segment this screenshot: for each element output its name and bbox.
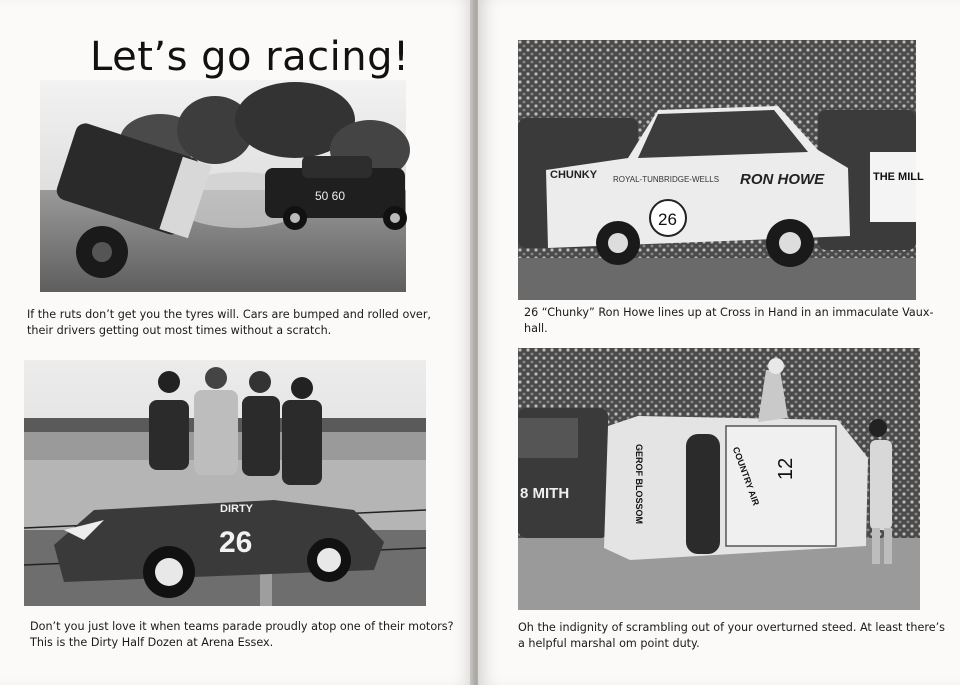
driver-name-text: RON HOWE <box>740 171 825 188</box>
photo-team-parade <box>24 360 426 606</box>
photo-overturned-car <box>518 348 920 610</box>
car-name-dirty: DIRTY <box>220 503 253 515</box>
right-page <box>478 0 960 685</box>
car-number-26-vauxhall: 26 <box>658 210 677 229</box>
car-number-text: 50 60 <box>315 189 346 203</box>
caption-photo1 <box>27 307 457 339</box>
side-car-text: 8 MITH <box>520 485 570 502</box>
caption-photo3 <box>524 305 954 337</box>
photo-overturned-car-image <box>518 348 920 610</box>
caption-photo4 <box>518 620 958 652</box>
caption-photo2 <box>30 619 460 651</box>
caption-photo4-line2: a helpful marshal om point duty. <box>518 637 700 650</box>
sign-the-mill: THE MILL <box>873 171 924 183</box>
car-number-26: 26 <box>219 526 253 559</box>
photo-team-parade-image <box>24 360 426 606</box>
caption-photo4-line1: Oh the indignity of scrambling out of your overturned steed. At least there’s <box>518 621 945 634</box>
photo-rolled-car-image <box>40 80 406 292</box>
caption-photo2-line1: Don’t you just love it when teams parade proudly atop one of their motors? <box>30 620 454 633</box>
caption-photo1-line1: If the ruts don’t get you the tyres will. Cars are bumped and rolled over, <box>27 308 431 321</box>
caption-photo3-line2: hall. <box>524 322 548 335</box>
sponsor-gerof-blossom: GEROF BLOSSOM <box>634 444 644 525</box>
photo-ron-howe-car-image <box>518 40 924 300</box>
left-page <box>0 0 474 685</box>
nickname-chunky: CHUNKY <box>550 169 598 181</box>
caption-photo2-line2: This is the Dirty Half Dozen at Arena Essex. <box>30 636 274 649</box>
caption-photo1-line2: their drivers getting out most times without a scratch. <box>27 324 332 337</box>
caption-photo3-line1: 26 “Chunky” Ron Howe lines up at Cross in Hand in an immaculate Vaux- <box>524 306 934 319</box>
photo-ron-howe-car <box>518 40 924 300</box>
page-title: Let’s go racing! <box>90 34 410 80</box>
car-number-12: 12 <box>775 457 797 480</box>
town-text: ROYAL-TUNBRIDGE-WELLS <box>613 175 720 184</box>
sponsor-country-air: COUNTRY AIR <box>730 445 762 507</box>
photo-rolled-car <box>40 80 406 292</box>
